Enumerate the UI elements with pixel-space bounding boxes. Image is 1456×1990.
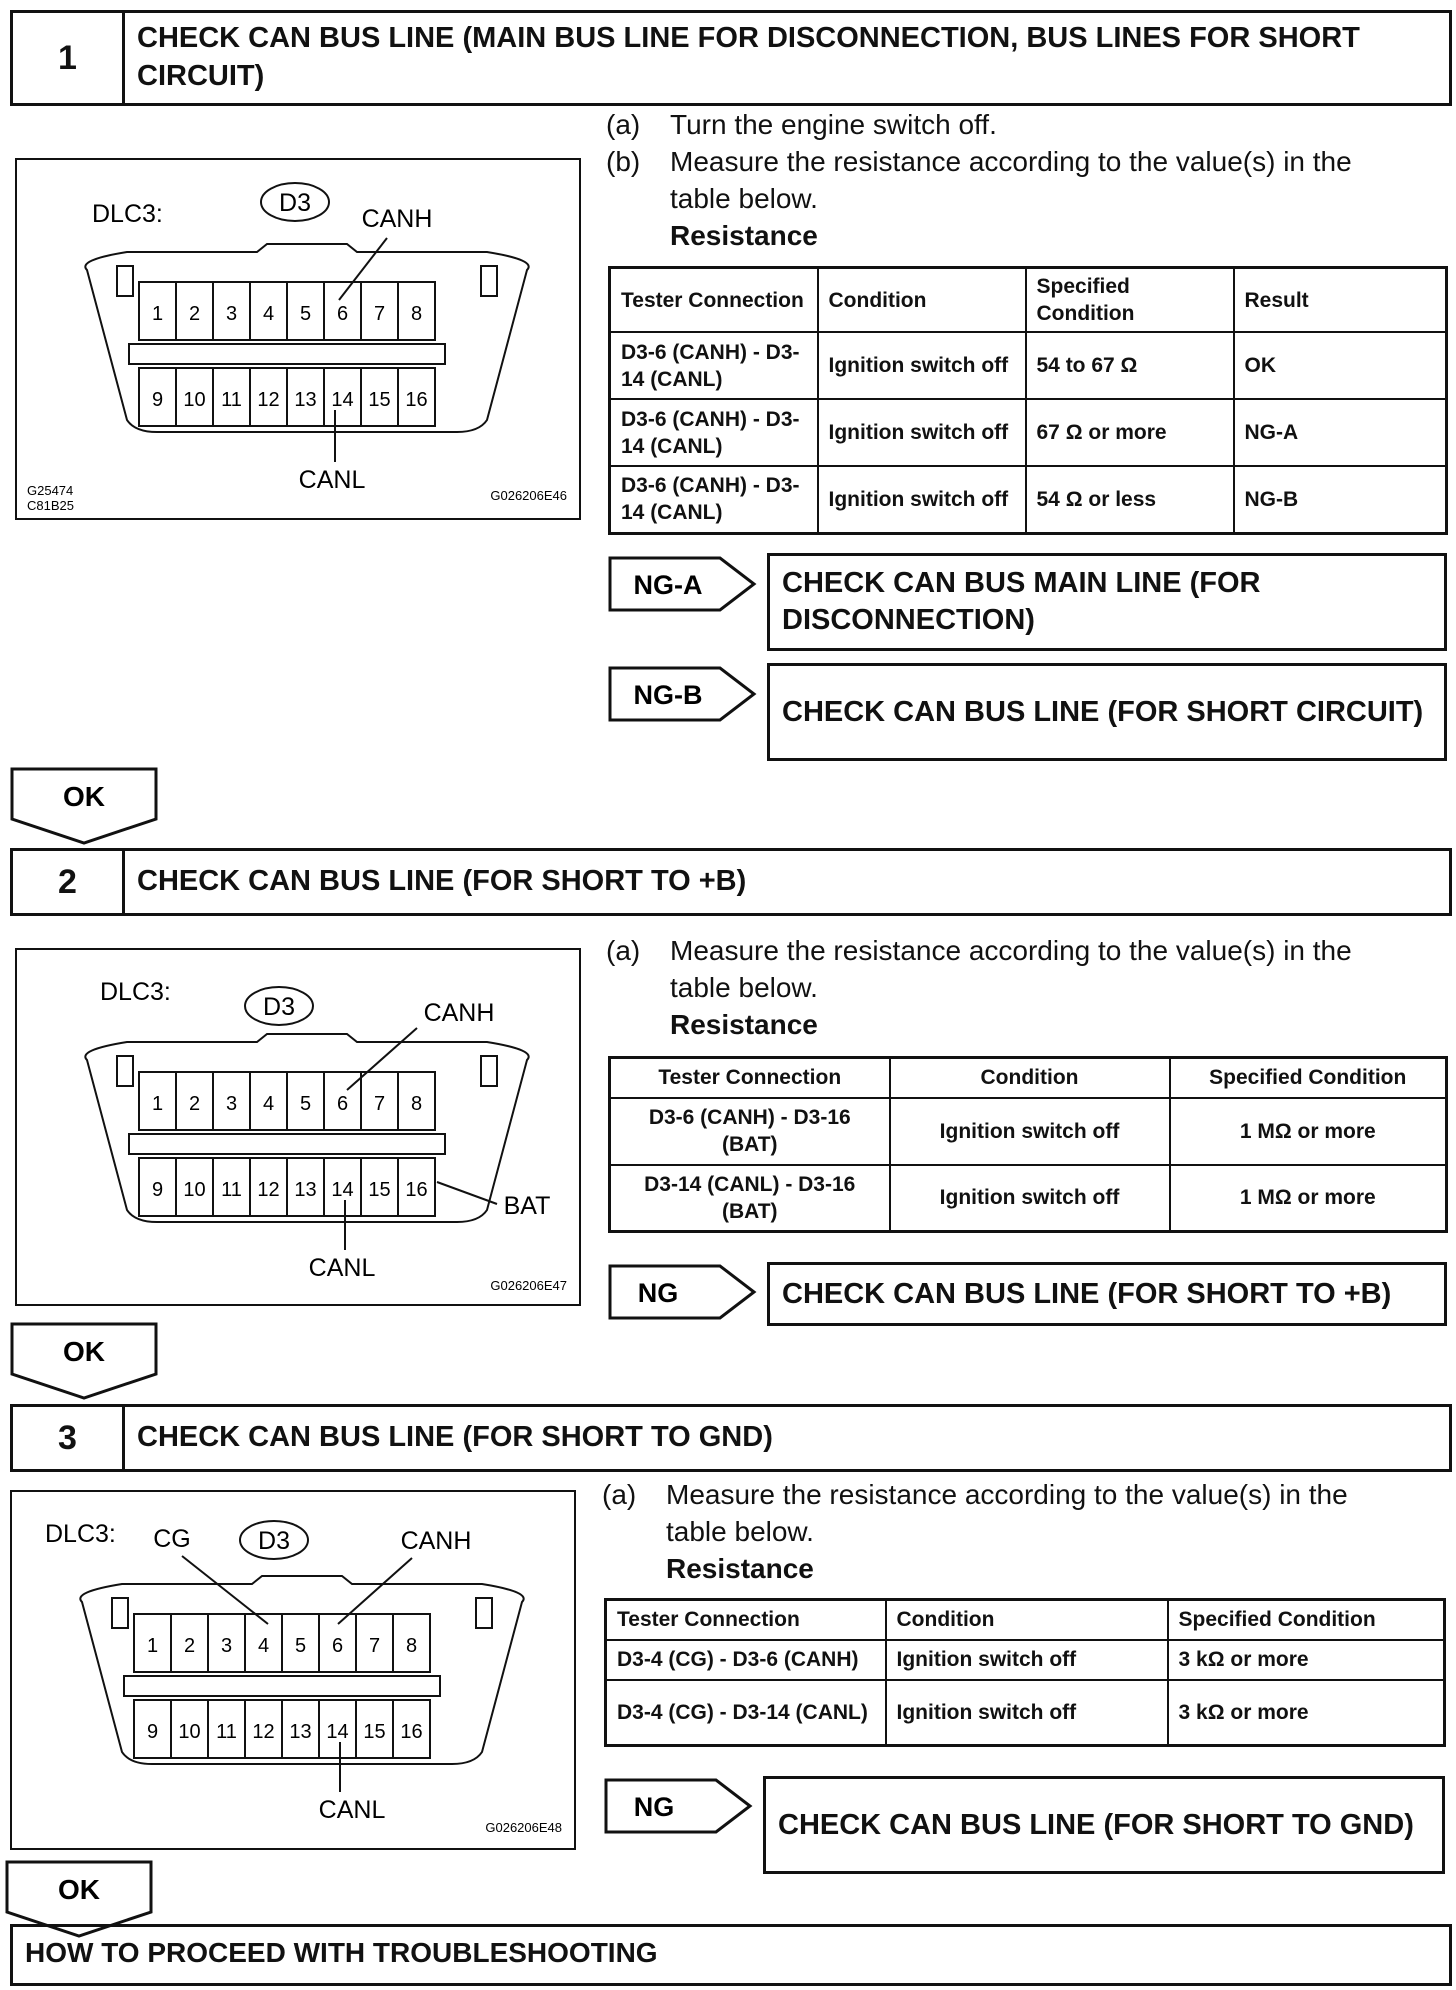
pin-number: 12: [257, 389, 280, 411]
pin-number: 14: [331, 389, 354, 411]
latch-left: [112, 1598, 128, 1628]
ng-tag-label: NG: [633, 1792, 675, 1822]
instruction-text: Turn the engine switch off.: [670, 109, 997, 140]
column-header: Tester Connection: [610, 268, 818, 333]
pin-number: 15: [368, 389, 391, 411]
step-title: CHECK CAN BUS LINE (FOR SHORT TO GND): [137, 1421, 773, 1454]
pin-number: 11: [216, 1721, 237, 1743]
ng-tag-label: NG-A: [633, 570, 703, 600]
pin-number: 4: [262, 303, 275, 325]
connector-label: D3: [263, 993, 295, 1021]
step-number: 3: [13, 1407, 125, 1469]
pin-number: 13: [294, 1179, 317, 1201]
pin-number: 12: [257, 1179, 280, 1201]
latch-right: [481, 266, 497, 296]
column-header: Specified Condition: [1168, 1600, 1445, 1640]
table-row: [610, 466, 1447, 533]
figure-code-left-1: G25474: [27, 483, 74, 498]
resistance-table-2: [608, 1056, 1448, 1233]
pin-number: 8: [410, 1093, 423, 1115]
table-cell: 3 kΩ or more: [1168, 1640, 1445, 1680]
pin-number: 11: [221, 1179, 242, 1201]
table-row: [610, 1098, 1447, 1165]
instruction-a: [606, 932, 1446, 1006]
table-cell: Ignition switch off: [818, 399, 1026, 466]
pin-number: 14: [326, 1721, 349, 1743]
connector-bar: [124, 1676, 440, 1696]
instruction-label: (b): [606, 146, 641, 177]
subheading-row: [602, 1550, 1442, 1587]
instruction-text: Measure the resistance according to the value(s) in the table below.: [670, 935, 1352, 1003]
connector-label: D3: [258, 1527, 290, 1555]
pin-number: 4: [262, 1093, 275, 1115]
ng-destination[interactable]: CHECK CAN BUS LINE (FOR SHORT TO GND): [763, 1776, 1445, 1874]
ng-tag-label: NG-B: [633, 680, 703, 710]
pin-number: 6: [336, 1093, 349, 1115]
dlc3-title: DLC3:: [100, 978, 171, 1006]
table-cell: 67 Ω or more: [1026, 399, 1234, 466]
pin-number: 8: [410, 303, 423, 325]
bat-label: BAT: [503, 1192, 551, 1220]
figure-code-left-2: C81B25: [27, 498, 74, 513]
column-header: Condition: [886, 1600, 1168, 1640]
column-header: Condition: [890, 1058, 1170, 1098]
step-title: CHECK CAN BUS LINE (MAIN BUS LINE FOR DISCONNECTION, BUS LINES FOR SHORT CIRCUIT): [137, 22, 1360, 92]
pin-number: 13: [294, 389, 317, 411]
ok-label: OK: [58, 1874, 100, 1905]
table-cell: NG-A: [1234, 399, 1447, 466]
dlc3-diagram-3: [10, 1490, 576, 1850]
pin-number: 9: [151, 389, 164, 411]
table-cell: Ignition switch off: [886, 1640, 1168, 1680]
figure-code: G026206E46: [490, 488, 567, 503]
ok-arrow-1[interactable]: [10, 767, 160, 845]
table-cell: 54 to 67 Ω: [1026, 332, 1234, 399]
pin-number: 11: [221, 389, 242, 411]
ok-label: OK: [63, 781, 105, 812]
pin-number: 16: [405, 389, 428, 411]
ng-a-destination[interactable]: CHECK CAN BUS MAIN LINE (FOR DISCONNECTION): [767, 553, 1447, 651]
ng-b-arrow-tag[interactable]: [608, 666, 758, 722]
connector-label: D3: [279, 189, 311, 217]
dlc3-diagram-1: [15, 158, 581, 520]
table-cell: D3-6 (CANH) - D3-14 (CANL): [610, 332, 818, 399]
step-3-header: [10, 1404, 1452, 1472]
canl-label: CANL: [318, 1796, 386, 1824]
pin-number: 2: [188, 303, 201, 325]
canh-label: CANH: [400, 1527, 472, 1555]
step-number: 2: [13, 851, 125, 913]
dlc3-title: DLC3:: [45, 1520, 116, 1548]
table-row: [610, 399, 1447, 466]
pin-number: 3: [225, 303, 238, 325]
pin-number: 10: [183, 389, 206, 411]
latch-right: [481, 1056, 497, 1086]
pin-number: 5: [299, 303, 312, 325]
table-cell: 54 Ω or less: [1026, 466, 1234, 533]
pin-number: 1: [151, 1093, 164, 1115]
latch-left: [117, 266, 133, 296]
bat-leader: [437, 1182, 497, 1204]
step-2-header: [10, 848, 1452, 916]
pin-number: 5: [294, 1635, 307, 1657]
table-cell: D3-14 (CANL) - D3-16 (BAT): [610, 1165, 890, 1232]
pin-number: 7: [373, 303, 386, 325]
table-row: [606, 1640, 1445, 1680]
table-cell: D3-4 (CG) - D3-14 (CANL): [606, 1680, 886, 1746]
canl-label: CANL: [308, 1254, 376, 1282]
step-3-instructions: [602, 1476, 1442, 1587]
latch-right: [476, 1598, 492, 1628]
resistance-table-1: [608, 266, 1448, 535]
pin-number: 3: [225, 1093, 238, 1115]
pin-number: 6: [331, 1635, 344, 1657]
table-row: [606, 1680, 1445, 1746]
latch-left: [117, 1056, 133, 1086]
pin-number: 10: [183, 1179, 206, 1201]
pin-number: 9: [151, 1179, 164, 1201]
table-cell: OK: [1234, 332, 1447, 399]
subheading-row: [606, 217, 1446, 254]
resistance-subheading: Resistance: [666, 1553, 814, 1584]
instruction-label: (a): [602, 1479, 637, 1510]
table-cell: Ignition switch off: [818, 332, 1026, 399]
step-2-instructions: [606, 932, 1446, 1043]
cg-label: CG: [153, 1525, 191, 1553]
instruction-b: [606, 143, 1446, 217]
pin-number: 4: [257, 1635, 270, 1657]
column-header: Condition: [818, 268, 1026, 333]
ng-b-destination[interactable]: CHECK CAN BUS LINE (FOR SHORT CIRCUIT): [767, 663, 1447, 761]
pin-number: 1: [151, 303, 164, 325]
pin-number: 3: [220, 1635, 233, 1657]
table-cell: Ignition switch off: [890, 1165, 1170, 1232]
figure-code: G026206E47: [490, 1278, 567, 1293]
final-step[interactable]: HOW TO PROCEED WITH TROUBLESHOOTING: [10, 1924, 1452, 1986]
table-cell: D3-6 (CANH) - D3-16 (BAT): [610, 1098, 890, 1165]
ng-arrow-tag[interactable]: [608, 1264, 758, 1320]
figure-code: G026206E48: [485, 1820, 562, 1835]
step-title: CHECK CAN BUS LINE (FOR SHORT TO +B): [137, 865, 747, 898]
connector-bar: [129, 344, 445, 364]
connector-bar: [129, 1134, 445, 1154]
ng-tag-label: NG: [637, 1278, 679, 1308]
table-row: [610, 1165, 1447, 1232]
table-row: [610, 332, 1447, 399]
instruction-text: Measure the resistance according to the value(s) in the table below.: [670, 146, 1352, 214]
table-cell: 1 MΩ or more: [1170, 1165, 1447, 1232]
table-cell: 1 MΩ or more: [1170, 1098, 1447, 1165]
table-header-row: [610, 1058, 1447, 1098]
pin-number: 13: [289, 1721, 312, 1743]
column-header: Tester Connection: [606, 1600, 886, 1640]
canl-label: CANL: [298, 466, 366, 494]
instruction-label: (a): [606, 109, 641, 140]
pin-number: 9: [146, 1721, 159, 1743]
pin-number: 1: [146, 1635, 159, 1657]
pin-number: 6: [336, 303, 349, 325]
pin-number: 12: [252, 1721, 275, 1743]
canh-leader: [347, 1028, 417, 1090]
resistance-subheading: Resistance: [670, 1009, 818, 1040]
pin-number: 2: [188, 1093, 201, 1115]
instruction-a: [602, 1476, 1442, 1550]
pin-number: 8: [405, 1635, 418, 1657]
pin-number: 7: [373, 1093, 386, 1115]
ok-label: OK: [63, 1336, 105, 1367]
resistance-subheading: Resistance: [670, 220, 818, 251]
table-cell: Ignition switch off: [886, 1680, 1168, 1746]
table-cell: D3-4 (CG) - D3-6 (CANH): [606, 1640, 886, 1680]
column-header: Result: [1234, 268, 1447, 333]
ng-a-arrow-tag[interactable]: [608, 556, 758, 612]
column-header: Specified Condition: [1170, 1058, 1447, 1098]
ng-destination[interactable]: CHECK CAN BUS LINE (FOR SHORT TO +B): [767, 1262, 1447, 1326]
dlc3-diagram-2: [15, 948, 581, 1306]
pin-number: 16: [405, 1179, 428, 1201]
table-cell: 3 kΩ or more: [1168, 1680, 1445, 1746]
instruction-a: [606, 106, 1446, 143]
table-cell: Ignition switch off: [818, 466, 1026, 533]
dlc3-title: DLC3:: [92, 200, 163, 228]
pin-number: 15: [363, 1721, 386, 1743]
canh-label: CANH: [361, 205, 433, 233]
instruction-text: Measure the resistance according to the value(s) in the table below.: [666, 1479, 1348, 1547]
table-header-row: [610, 268, 1447, 333]
pin-number: 10: [178, 1721, 201, 1743]
step-number: 1: [13, 13, 125, 103]
table-cell: Ignition switch off: [890, 1098, 1170, 1165]
instruction-label: (a): [606, 935, 641, 966]
pin-number: 14: [331, 1179, 354, 1201]
ok-arrow-2[interactable]: [10, 1322, 160, 1400]
pin-number: 2: [183, 1635, 196, 1657]
pin-number: 5: [299, 1093, 312, 1115]
table-cell: NG-B: [1234, 466, 1447, 533]
resistance-table-3: [604, 1598, 1446, 1747]
ng-arrow-tag[interactable]: [604, 1778, 754, 1834]
table-cell: D3-6 (CANH) - D3-14 (CANL): [610, 466, 818, 533]
table-cell: D3-6 (CANH) - D3-14 (CANL): [610, 399, 818, 466]
pin-number: 15: [368, 1179, 391, 1201]
column-header: Tester Connection: [610, 1058, 890, 1098]
step-1-instructions: [606, 106, 1446, 254]
subheading-row: [606, 1006, 1446, 1043]
pin-number: 7: [368, 1635, 381, 1657]
canh-label: CANH: [423, 999, 495, 1027]
step-1-header: [10, 10, 1452, 106]
table-header-row: [606, 1600, 1445, 1640]
pin-number: 16: [400, 1721, 423, 1743]
canh-leader: [339, 238, 387, 300]
column-header: Specified Condition: [1026, 268, 1234, 333]
